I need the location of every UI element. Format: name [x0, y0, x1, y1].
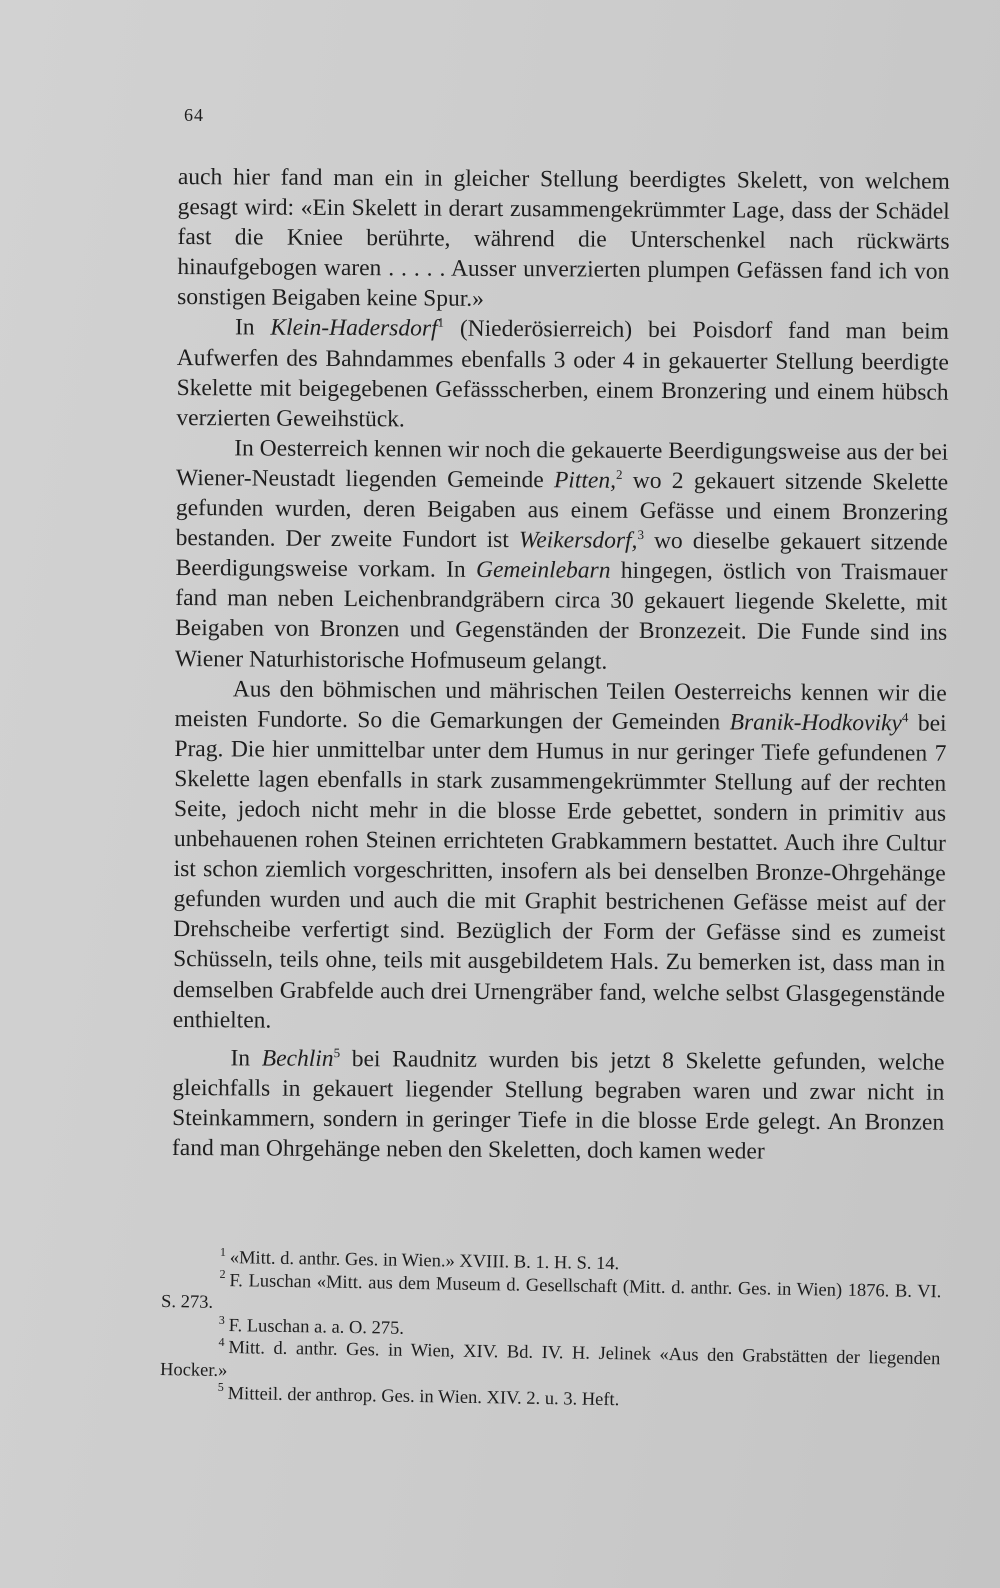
footnote-text: Mitteil. der anthrop. Ges. in Wien. XIV. 2. u. 3. Heft.: [227, 1383, 620, 1410]
text-segment: Aus den böhmischen und mährischen Teilen Oesterreichs kennen wir die meisten Fundorte. So die Gemarkungen der Gemeinden: [174, 675, 947, 736]
footnote-mark: 4: [218, 1335, 225, 1350]
footnote-ref: 5: [333, 1044, 341, 1060]
place-name-italic: Klein-Hadersdorf: [270, 315, 438, 343]
footnote-ref: 3: [637, 527, 645, 543]
footnote-text: F. Luschan «Mitt. aus dem Museum d. Gesellschaft (Mitt. d. anthr. Ges. in Wien) 1876. B. VI. S. 273.: [160, 1270, 942, 1313]
footnote-mark: 3: [218, 1312, 225, 1327]
text-segment: auch hier fand man ein in gleicher Stellung beerdigtes Skelett, von welchem gesagt wird: «Ein Skelett in derart zusammengekrümmter Lage, dass der Schädel fast die Kniee berührte, während die Unterschenkel nach rückwärts hinaufgebogen waren . . . . . Ausser unverzierten plumpen Gefässen fand ich von sonstigen Beigaben keine Spur.»: [177, 163, 950, 313]
place-name-italic: Weikersdorf,: [518, 527, 638, 554]
text-segment: In Oesterreich kennen wir noch die gekauerte Beerdigungsweise aus der bei Wiener-Neustadt liegenden Gemeinde: [175, 435, 949, 494]
text-segment: wo dieselbe gekauert sitzende Beerdigungsweise vorkam. In: [175, 527, 948, 584]
footnote-ref: 4: [901, 709, 909, 725]
footnote-text: F. Luschan a. a. O. 275.: [228, 1315, 405, 1339]
paragraph-4: [173, 674, 947, 1040]
text-segment: In: [230, 1045, 262, 1072]
paragraph-5: [172, 1043, 945, 1168]
place-name-italic: Gemeinlebarn: [475, 557, 611, 584]
place-name-italic: Bechlin: [261, 1045, 334, 1072]
footnote-mark: 2: [219, 1267, 226, 1282]
footnote-mark: 5: [217, 1380, 224, 1395]
body-text: [172, 162, 950, 1168]
paragraph-3: [175, 433, 948, 678]
text-segment: In: [234, 314, 271, 342]
page-number: 64: [184, 105, 204, 125]
footnotes: [160, 1246, 942, 1416]
paragraph-2: [176, 312, 949, 437]
place-name-italic: Branik-Hodkoviky: [729, 709, 902, 737]
footnote-text: Mitt. d. anthr. Ges. in Wien, XIV. Bd. IV. H. Jelinek «Aus den Grabstätten der liegenden Hocker.»: [159, 1338, 941, 1382]
text-segment: wo 2 gekauert sitzende Skelette gefunden wurden, deren Beigaben aus einem Gefässe und einem Bronzering bestanden. Der zweite Fundort ist: [175, 467, 949, 554]
footnote-ref: 1: [437, 315, 445, 331]
place-name-italic: Pitten,: [553, 467, 617, 494]
footnote-ref: 2: [615, 466, 623, 482]
text-segment: bei Prag. Die hier unmittelbar unter dem Humus in nur geringer Tiefe gefundenen 7 Skelette lagen ebenfalls in stark zusammengekrümmter Stellung auf der rechten Seite, jedoch nicht mehr in die blosse Erde gebettet, sondern in primitiv aus unbehauenen rohen Steinen errichteten Grabkammern bestattet. Auch ihre Cultur ist schon ziemlich vorgeschritten, insofern als bei denselben Bronze-Ohrgehänge gefunden wurden und auch die mit Graphit bestrichenen Gefässe meist auf der Drehscheibe verfertigt sind. Bezüglich der Form der Gefässe sind es zumeist Schüsseln, teils ohne, teils mit ausgebildetem Hals. Zu bemerken ist, dass man in demselben Grabfelde auch drei Urnengräber fand, welche selbst Glasgegenstände enthielten.: [172, 710, 947, 1034]
text-segment: bei Raudnitz wurden bis jetzt 8 Skelette gefunden, welche gleichfalls in gekauert liegender Stellung begraben waren und zwar nicht in Steinkammern, sondern in geringer Tiefe in die blosse Erde gelegt. An Bronzen fand man Ohrgehänge neben den Skeletten, doch kamen weder: [171, 1045, 945, 1165]
footnote-text: «Mitt. d. anthr. Ges. in Wien.» XVIII. B. 1. H. S. 14.: [229, 1248, 620, 1275]
text-segment: hingegen, östlich von Traismauer fand man neben Leichenbrandgräbern circa 30 gekauert liegende Skelette, mit Beigaben von Bronzen und Gegenständen der Bronzezeit. Die Funde sind ins Wiener Naturhistorische Hofmuseum gelangt.: [174, 557, 948, 675]
footnote-mark: 1: [219, 1244, 227, 1259]
text-segment: (Niederösierreich) bei Poisdorf fand man beim Aufwerfen des Bahndammes ebenfalls 3 oder 4 in gekauerter Stellung beerdigte Skelette mit beigegebenen Gefässscherben, einem Bronzering und einem hübsch verzierten Geweihstück.: [176, 316, 950, 433]
paragraph-1: [177, 162, 950, 317]
